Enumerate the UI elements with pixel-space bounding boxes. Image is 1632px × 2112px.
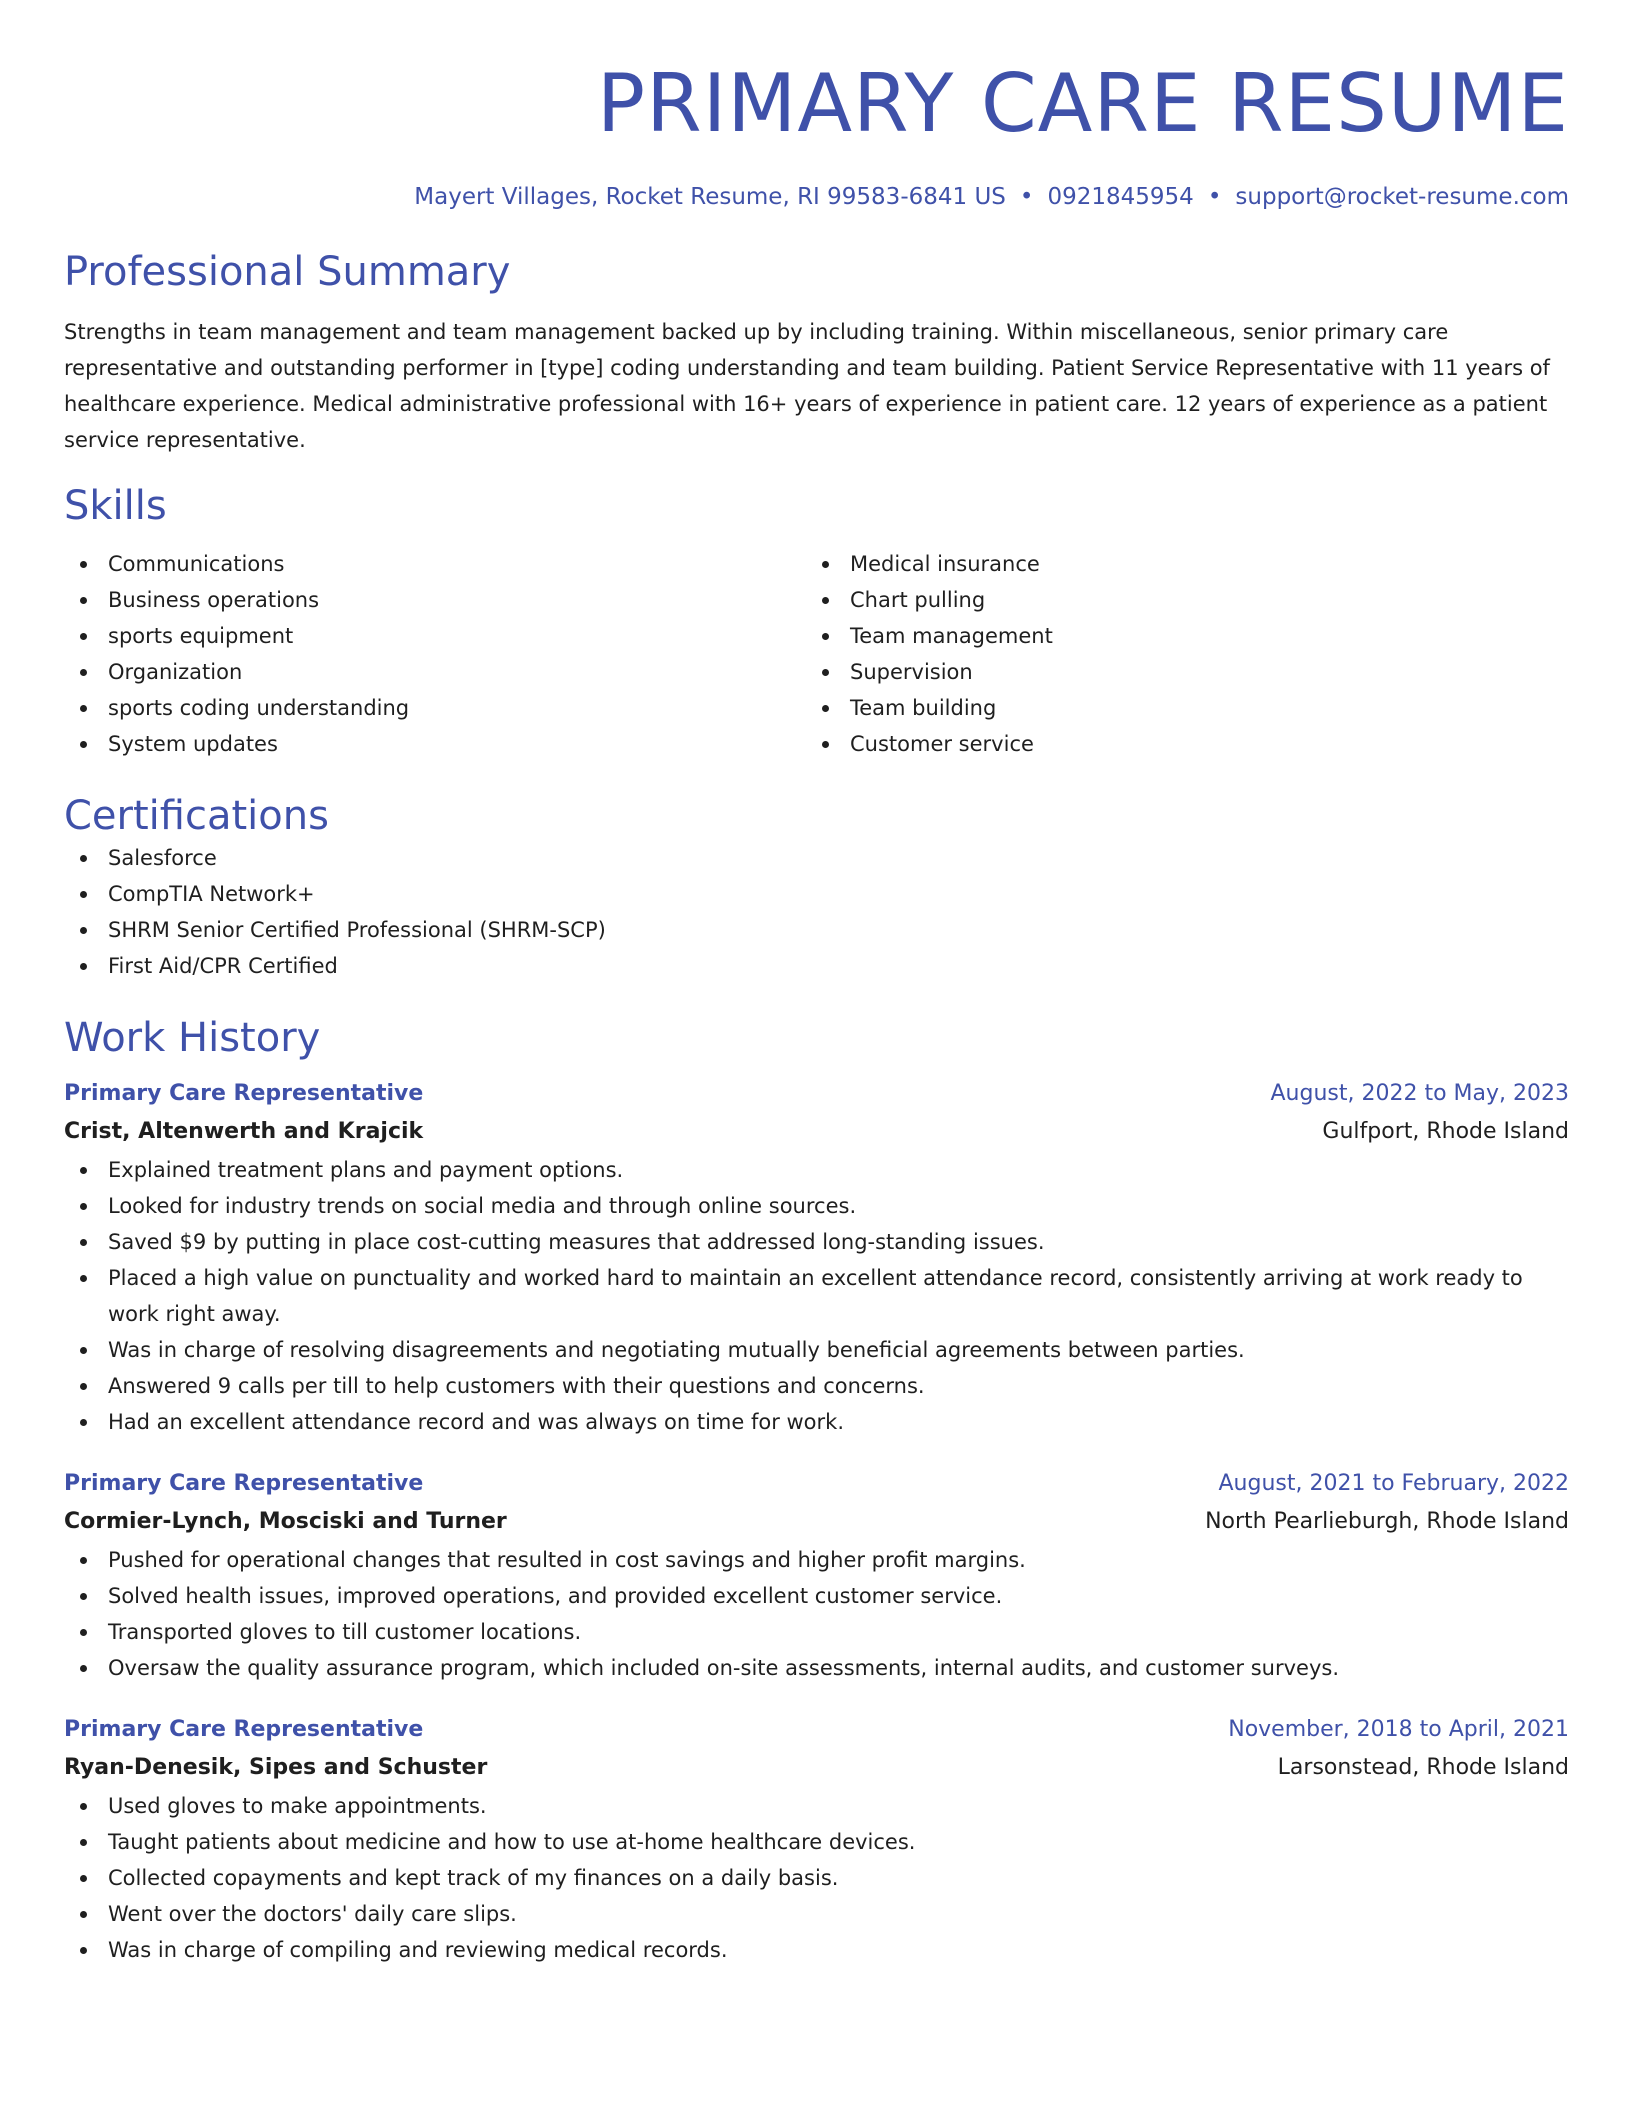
job-bullet: Used gloves to make appointments. xyxy=(64,1788,1569,1824)
skill-item: System updates xyxy=(64,726,806,762)
job-entry xyxy=(64,1466,1569,1686)
skills-list-right xyxy=(806,546,1548,762)
skills-section xyxy=(64,482,1569,762)
contact-email: support@rocket-resume.com xyxy=(1235,184,1569,210)
resume-title: PRIMARY CARE RESUME xyxy=(596,57,1569,150)
skill-item: Medical insurance xyxy=(806,546,1548,582)
summary-section xyxy=(64,248,1569,458)
resume-header xyxy=(64,0,1569,212)
job-bullet: Oversaw the quality assurance program, which included on-site assessments, internal audits, and customer surveys. xyxy=(64,1650,1569,1686)
certifications-heading: Certifications xyxy=(64,793,329,839)
certifications-list xyxy=(64,840,1569,984)
job-bullet: Saved $9 by putting in place cost-cutting measures that addressed long-standing issues. xyxy=(64,1224,1569,1260)
skill-item: Team management xyxy=(806,618,1548,654)
job-bullet: Taught patients about medicine and how to use at-home healthcare devices. xyxy=(64,1824,1569,1860)
skill-item: Communications xyxy=(64,546,806,582)
job-bullets xyxy=(64,1788,1569,1968)
job-header-row xyxy=(64,1076,1569,1112)
job-entry xyxy=(64,1712,1569,1968)
job-header-row xyxy=(64,1712,1569,1748)
job-company-row xyxy=(64,1112,1569,1152)
job-company: Ryan-Denesik, Sipes and Schuster xyxy=(64,1755,488,1780)
contact-separator: • xyxy=(1207,184,1222,210)
summary-heading: Professional Summary xyxy=(64,249,511,295)
job-location: North Pearlieburgh, Rhode Island xyxy=(1205,1509,1569,1534)
skill-item: Customer service xyxy=(806,726,1548,762)
job-bullets xyxy=(64,1542,1569,1686)
job-bullet: Went over the doctors' daily care slips. xyxy=(64,1896,1569,1932)
job-title: Primary Care Representative xyxy=(64,1471,424,1496)
job-header-row xyxy=(64,1466,1569,1502)
job-company: Crist, Altenwerth and Krajcik xyxy=(64,1119,424,1144)
certifications-section xyxy=(64,792,1569,984)
job-bullet: Placed a high value on punctuality and worked hard to maintain an excellent attendance record, consistently arriving at work ready to work right away. xyxy=(64,1260,1569,1332)
skill-item: Business operations xyxy=(64,582,806,618)
job-bullet: Collected copayments and kept track of my finances on a daily basis. xyxy=(64,1860,1569,1896)
job-company-row xyxy=(64,1748,1569,1788)
job-location: Larsonstead, Rhode Island xyxy=(1277,1755,1569,1780)
resume-page xyxy=(64,0,1569,1968)
certification-item: SHRM Senior Certified Professional (SHRM-SCP) xyxy=(64,912,1569,948)
job-company-row xyxy=(64,1502,1569,1542)
work-history-heading: Work History xyxy=(64,1015,321,1061)
job-dates: August, 2021 to February, 2022 xyxy=(1218,1471,1569,1496)
contact-line xyxy=(64,182,1569,212)
job-title: Primary Care Representative xyxy=(64,1717,424,1742)
job-title: Primary Care Representative xyxy=(64,1081,424,1106)
job-bullet: Looked for industry trends on social media and through online sources. xyxy=(64,1188,1569,1224)
job-company: Cormier-Lynch, Mosciski and Turner xyxy=(64,1509,507,1534)
skill-item: sports equipment xyxy=(64,618,806,654)
contact-phone: 0921845954 xyxy=(1047,184,1194,210)
job-bullet: Was in charge of resolving disagreements and negotiating mutually beneficial agreements between parties. xyxy=(64,1332,1569,1368)
skill-item: sports coding understanding xyxy=(64,690,806,726)
job-dates: November, 2018 to April, 2021 xyxy=(1228,1717,1569,1742)
job-bullet: Pushed for operational changes that resulted in cost savings and higher profit margins. xyxy=(64,1542,1569,1578)
job-entry xyxy=(64,1076,1569,1440)
skill-item: Team building xyxy=(806,690,1548,726)
contact-address: Mayert Villages, Rocket Resume, RI 99583-6841 US xyxy=(414,184,1006,210)
skills-list-left xyxy=(64,546,806,762)
job-bullet: Solved health issues, improved operations, and provided excellent customer service. xyxy=(64,1578,1569,1614)
job-bullet: Explained treatment plans and payment options. xyxy=(64,1152,1569,1188)
certification-item: Salesforce xyxy=(64,840,1569,876)
skill-item: Supervision xyxy=(806,654,1548,690)
job-bullet: Answered 9 calls per till to help customers with their questions and concerns. xyxy=(64,1368,1569,1404)
job-bullet: Had an excellent attendance record and was always on time for work. xyxy=(64,1404,1569,1440)
job-location: Gulfport, Rhode Island xyxy=(1322,1119,1569,1144)
certification-item: First Aid/CPR Certified xyxy=(64,948,1569,984)
job-bullets xyxy=(64,1152,1569,1440)
skills-heading: Skills xyxy=(64,483,167,529)
skill-item: Chart pulling xyxy=(806,582,1548,618)
job-bullet: Was in charge of compiling and reviewing medical records. xyxy=(64,1932,1569,1968)
contact-separator: • xyxy=(1019,184,1034,210)
skill-item: Organization xyxy=(64,654,806,690)
job-bullet: Transported gloves to till customer locations. xyxy=(64,1614,1569,1650)
job-dates: August, 2022 to May, 2023 xyxy=(1270,1081,1569,1106)
certification-item: CompTIA Network+ xyxy=(64,876,1569,912)
summary-text: Strengths in team management and team management backed up by including training. Within miscellaneous, senior primary care representative and outstanding performer in [type] coding understanding and team building. Patient Service Representative with 11 years of healthcare experience. Medical administrative professional with 16+ years of experience in patient care. 12 years of experience as a patient service representative. xyxy=(64,320,1550,452)
skills-grid xyxy=(64,546,1569,762)
work-history-section xyxy=(64,1014,1569,1968)
